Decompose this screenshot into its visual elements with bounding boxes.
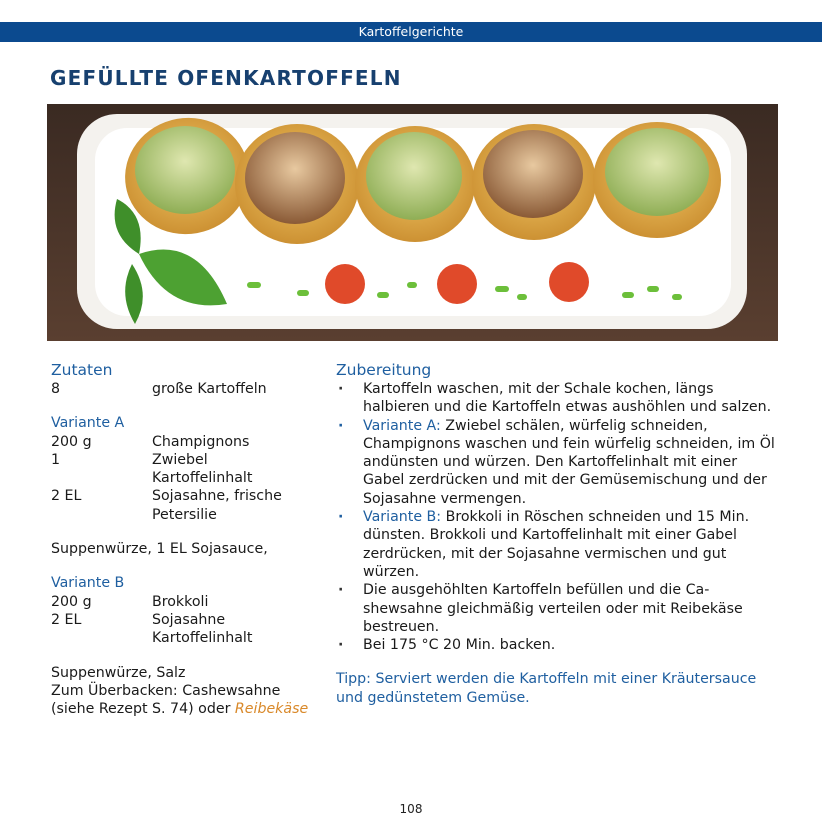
preparation-steps <box>336 380 781 654</box>
step-text: Zwiebel schälen, würfelig schneiden, Champignons waschen und fein würfelig schneiden, im Öl andünsten und würzen. Den Kartoffelinhalt mit einer Gabel zerdrücken und mit der Gemüsemischung und der Sojasahne vermengen. <box>363 417 775 507</box>
preparation-heading: Zubereitung <box>336 361 432 379</box>
step-item <box>336 636 781 654</box>
page-number: 108 <box>399 802 423 816</box>
ingredients-heading: Zutaten <box>51 361 113 379</box>
step-variant-label: Variante A: <box>363 417 441 434</box>
variant-b-extra: Suppenwürze, Salz <box>51 664 186 681</box>
ingredient-qty: 2 EL <box>51 488 82 505</box>
step-text: Bei 175 °C 20 Min. backen. <box>363 637 556 654</box>
ingredient-qty: 200 g <box>51 593 92 610</box>
ingredient-item: Sojasahne, frische Petersilie <box>152 488 282 523</box>
step-item <box>336 581 781 636</box>
ingredient-item: Zwiebel Kartoffelinhalt <box>152 451 253 487</box>
topping-prefix: Zum Überbacken: Cashewsahne (siehe Rezept S. 74) oder <box>51 682 281 718</box>
ingredients-column <box>51 360 311 718</box>
ingredient-row <box>51 433 311 451</box>
ingredient-qty: 1 <box>51 451 61 468</box>
tip-text: Tipp: Serviert werden die Kartoffeln mit einer Kräutersauce und gedünstetem Gemüse. <box>336 671 757 706</box>
ingredient-qty: 2 EL <box>51 611 82 628</box>
step-variant-label: Variante B: <box>363 509 442 526</box>
ingredient-item: große Kartoffeln <box>152 381 267 397</box>
step-item <box>336 380 781 417</box>
ingredient-row <box>51 487 311 524</box>
reibekaese-link[interactable]: Reibekäse <box>234 701 309 718</box>
chapter-banner: Kartoffelgerichte <box>0 22 822 42</box>
variant-a-extra: Suppenwürze, 1 EL Sojasauce, <box>51 541 268 558</box>
stuffed-potatoes-image <box>47 104 778 341</box>
ingredient-qty: 200 g <box>51 433 92 450</box>
ingredient-row <box>51 380 311 398</box>
step-item <box>336 417 781 508</box>
ingredient-row <box>51 611 311 648</box>
ingredient-item: Brokkoli <box>152 593 209 610</box>
step-text: Kartoffeln waschen, mit der Schale kochen, längs halbieren und die Kartoffeln etwas aushöhlen und salzen. <box>363 381 772 416</box>
ingredient-row <box>51 593 311 611</box>
variant-b-label: Variante B <box>51 575 125 592</box>
recipe-photo <box>47 104 778 341</box>
step-text: Die ausgehöhlten Kartoffeln befüllen und die Cashewsahne gleichmäßig verteilen oder mit Reibekäse bestreuen. <box>363 582 743 635</box>
preparation-column <box>336 360 781 707</box>
ingredient-qty: 8 <box>51 381 61 397</box>
step-item <box>336 508 781 581</box>
ingredient-item: Sojasahne Kartoffelinhalt <box>152 611 253 647</box>
ingredient-row <box>51 451 311 488</box>
ingredient-item: Champignons <box>152 433 250 450</box>
step-text: Brokkoli in Röschen schneiden und 15 Min. dünsten. Brokkoli und Kartoffelinhalt mit einer Gabel zerdrücken, mit der Sojasahne vermischen und gut würzen. <box>363 509 750 580</box>
variant-a-label: Variante A <box>51 415 125 432</box>
topping-note <box>51 682 311 719</box>
recipe-title: GEFÜLLTE OFENKARTOFFELN <box>50 66 402 90</box>
